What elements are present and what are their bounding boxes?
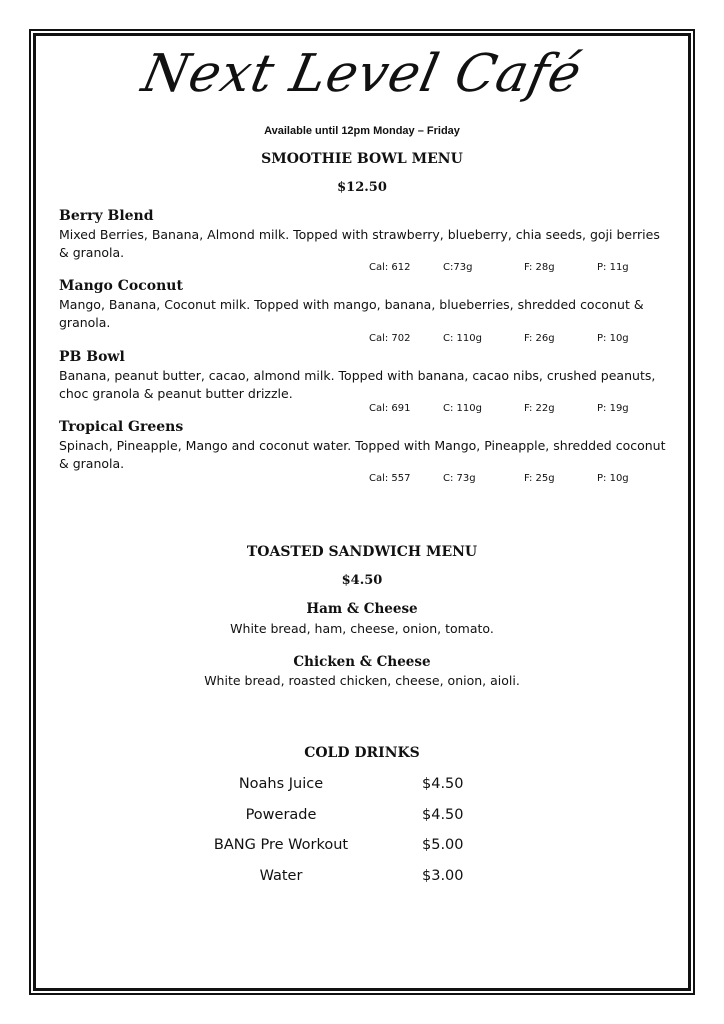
carbs: C: 110g [443,333,482,344]
protein: P: 10g [597,473,629,484]
fat: F: 28g [524,262,555,273]
fat: F: 26g [524,333,555,344]
sandwich-item-name: Ham & Cheese [306,601,418,617]
calories: Cal: 702 [369,333,411,344]
drink-price: $5.00 [422,837,464,853]
drink-price: $4.50 [422,807,464,823]
drink-name: Water [259,868,303,884]
sandwich-heading: TOASTED SANDWICH MENU [246,544,478,560]
protein: P: 10g [597,333,629,344]
calories: Cal: 557 [369,473,411,484]
smoothie-item-desc: Mixed Berries, Banana, Almond milk. Topped with strawberry, blueberry, chia seeds, goji berries & granola. [59,227,660,260]
smoothie-item-name: Tropical Greens [59,419,184,435]
drink-price: $3.00 [422,868,464,884]
calories: Cal: 612 [369,262,411,273]
cafe-title: Next Level Café [136,44,588,104]
drink-name: BANG Pre Workout [213,837,349,853]
carbs: C: 73g [443,473,476,484]
smoothie-item-name: Berry Blend [59,208,154,224]
smoothie-item-desc: Mango, Banana, Coconut milk. Topped with mango, banana, blueberries, shredded coconut & granola. [59,297,644,330]
smoothie-item-name: Mango Coconut [59,278,183,294]
smoothie-item-desc: Banana, peanut butter, cacao, almond milk. Topped with banana, cacao nibs, crushed peanuts, choc granola & peanut butter drizzle. [59,368,656,401]
sandwich-item-desc: White bread, ham, cheese, onion, tomato. [230,621,494,636]
smoothie-heading: SMOOTHIE BOWL MENU [261,151,463,167]
smoothie-item-name: PB Bowl [59,349,125,365]
sandwich-item-desc: White bread, roasted chicken, cheese, onion, aioli. [204,673,520,688]
fat: F: 22g [524,403,555,414]
fat: F: 25g [524,473,555,484]
protein: P: 11g [597,262,629,273]
sandwich-price: $4.50 [341,573,383,588]
smoothie-item-desc: Spinach, Pineapple, Mango and coconut water. Topped with Mango, Pineapple, shredded coconut & granola. [59,438,666,471]
drink-price: $4.50 [422,776,464,792]
smoothie-price: $12.50 [337,180,387,195]
drinks-heading: COLD DRINKS [304,745,420,761]
availability-note: Available until 12pm Monday – Friday [264,125,460,137]
sandwich-item-name: Chicken & Cheese [293,654,431,670]
drink-name: Noahs Juice [238,776,324,792]
carbs: C:73g [443,262,473,273]
calories: Cal: 691 [369,403,411,414]
drink-name: Powerade [245,807,317,823]
protein: P: 19g [597,403,629,414]
carbs: C: 110g [443,403,482,414]
